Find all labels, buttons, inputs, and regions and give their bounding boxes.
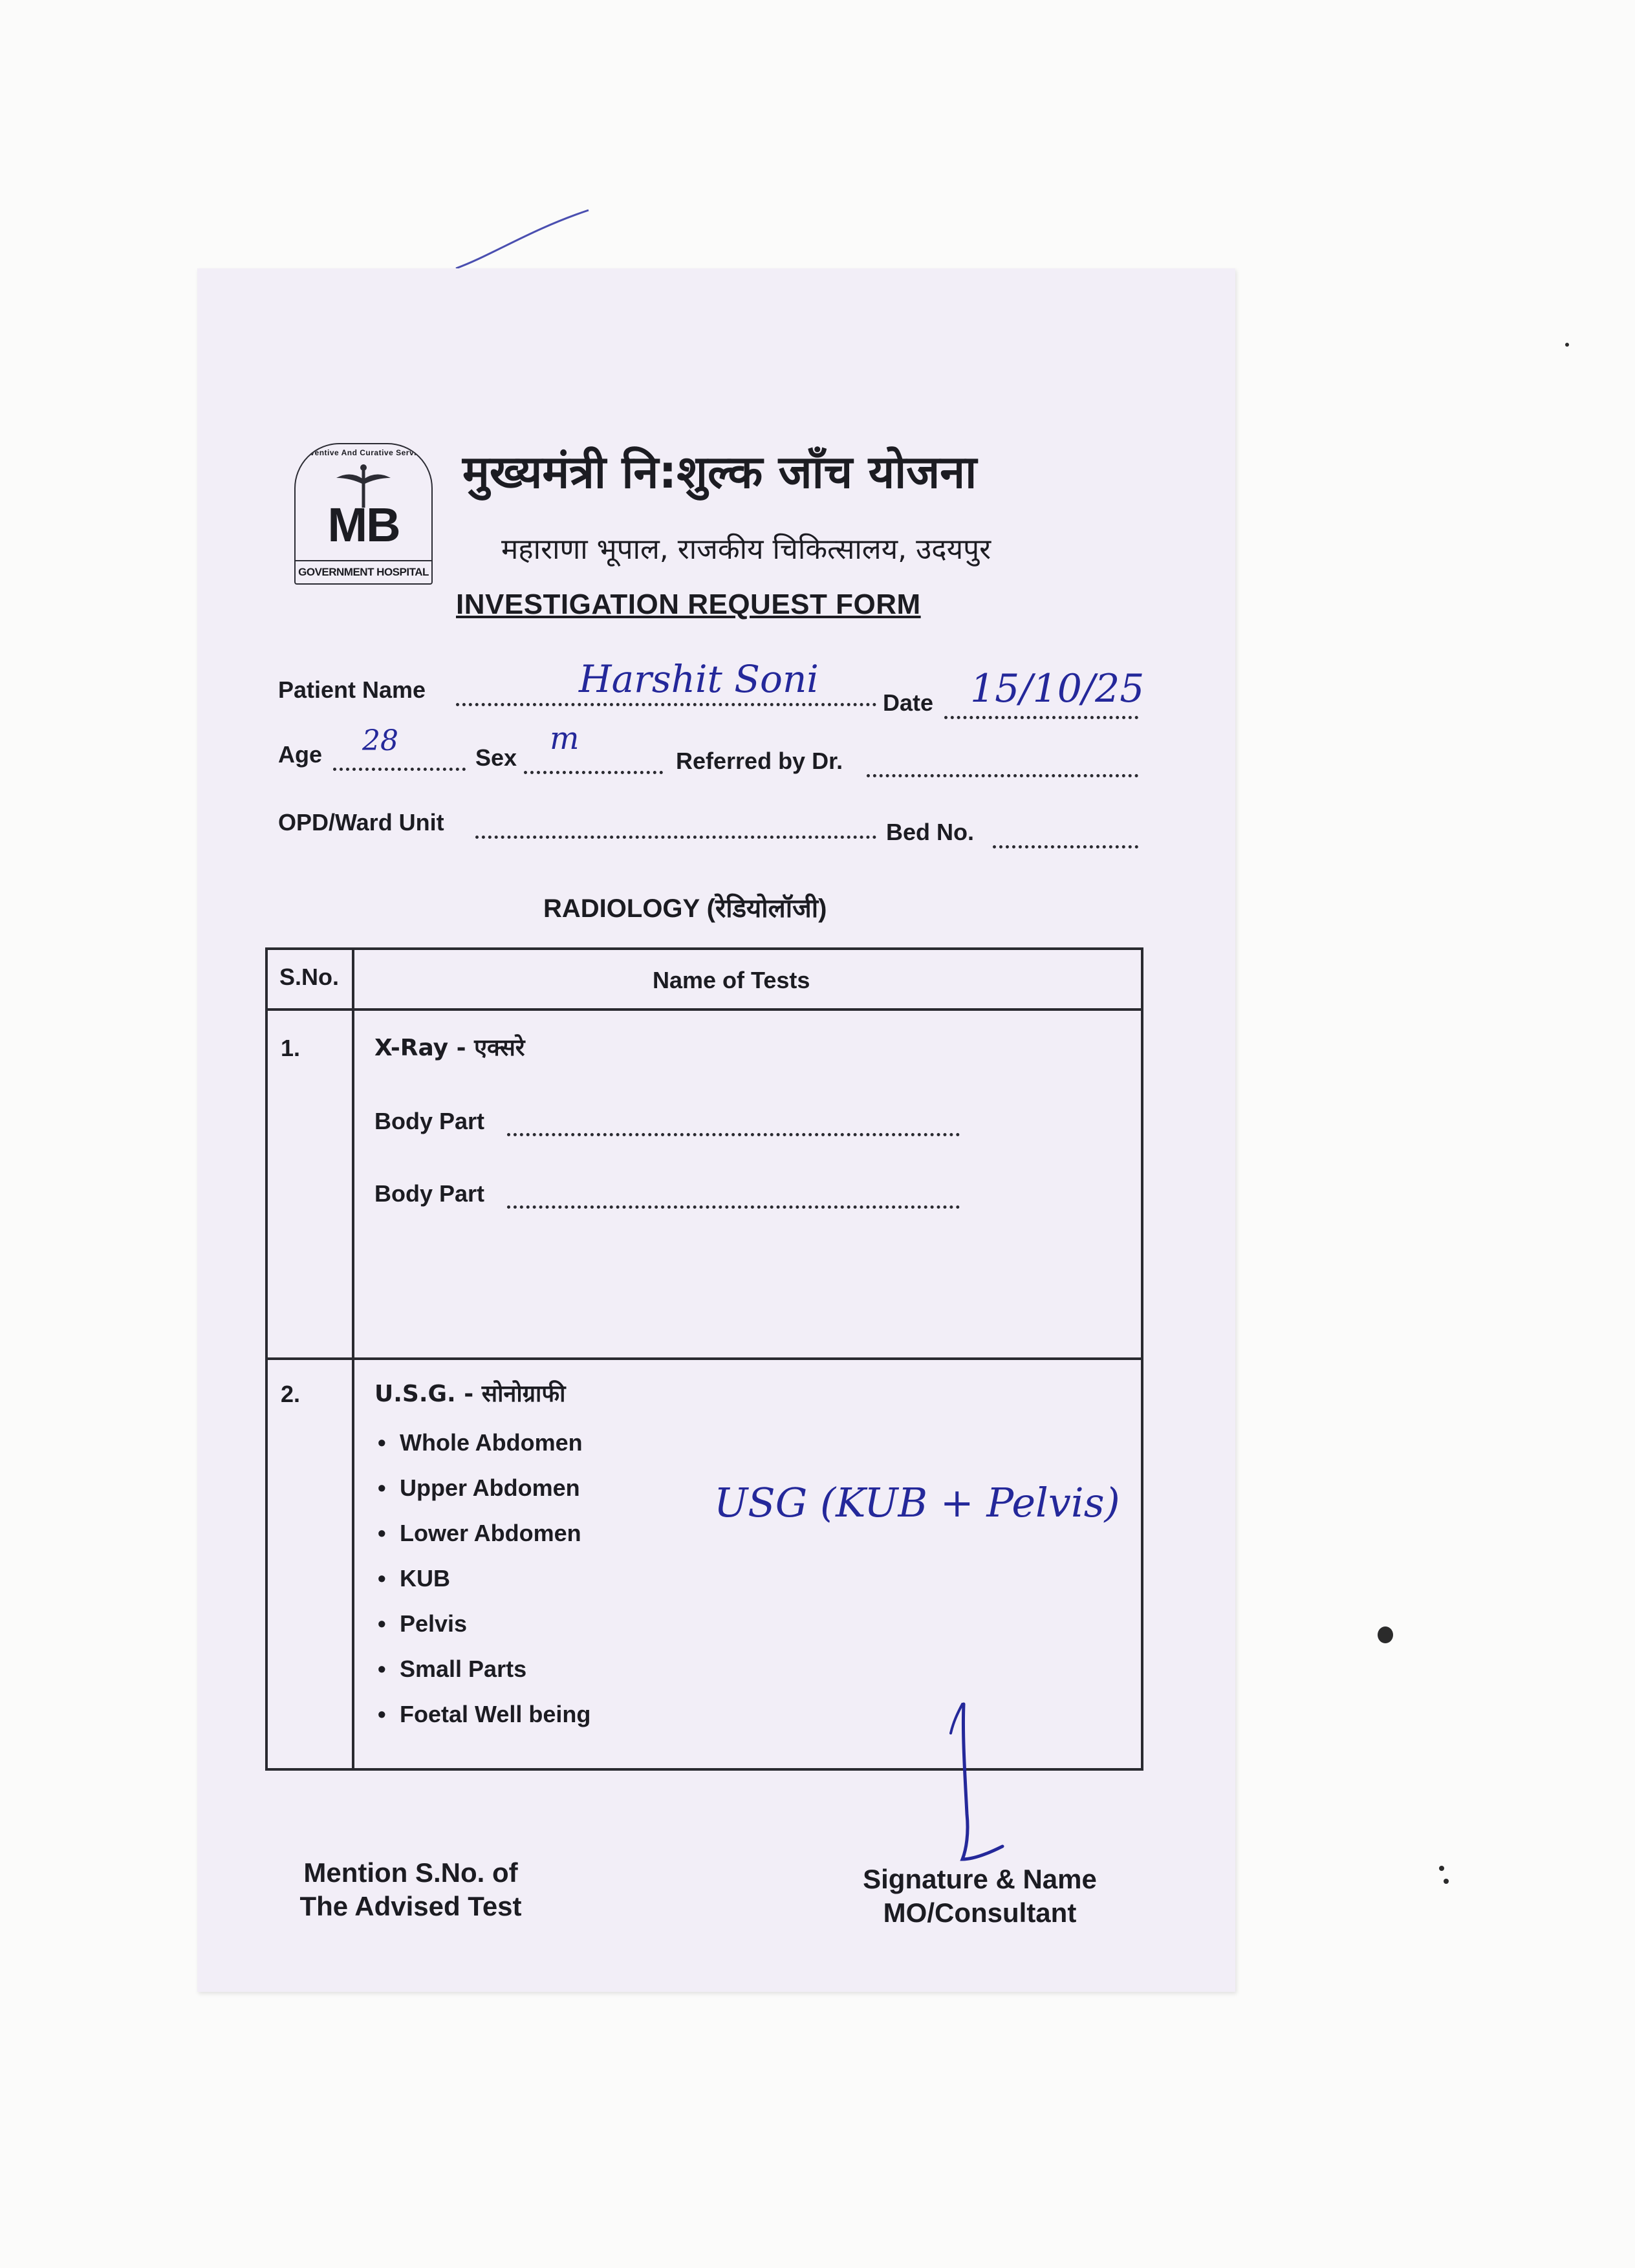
hospital-logo [294,443,433,585]
bed-no-line [993,845,1138,848]
body-part-line-2 [507,1205,960,1209]
date-label: Date [883,689,934,716]
body-part-label-1: Body Part [374,1108,485,1134]
hospital-name: महाराणा भूपाल, राजकीय चिकित्सालय, उदयपुर [501,533,991,566]
date-line [944,716,1138,719]
usg-option-whole-abdomen: • Whole Abdomen [378,1429,583,1456]
logo-mb-text: MB [327,498,400,552]
handwritten-advised-test: USG (KUB + Pelvis) [714,1479,1120,1526]
scan-speck [1439,1866,1444,1871]
logo-government-hospital-text: GOVERNMENT HOSPITAL [296,560,431,583]
opd-ward-unit-line [475,836,876,839]
referred-by-label: Referred by Dr. [676,748,843,774]
bed-no-label: Bed No. [886,819,975,845]
body-part-label-2: Body Part [374,1180,485,1207]
referred-by-line [867,774,1138,777]
scan-speck [1565,343,1569,347]
investigation-request-form [197,268,1235,1992]
body-part-line-1 [507,1133,960,1136]
radiology-heading: RADIOLOGY (रेडियोलॉजी) [543,894,827,923]
age-value: 28 [362,724,398,757]
table-header-divider [268,1008,1141,1011]
footer-mention-sno [281,1856,540,1923]
pen-stroke-mark [453,204,595,275]
age-label: Age [278,741,323,768]
usg-option-foetal-well-being: • Foetal Well being [378,1701,591,1727]
row2-sno: 2. [281,1381,301,1407]
usg-title: U.S.G. - सोनोग्राफी [374,1381,566,1407]
sex-value: m [550,720,579,757]
footer-left-line2: The Advised Test [299,1891,522,1921]
age-line [333,768,466,771]
footer-left-line1: Mention S.No. of [303,1857,518,1888]
usg-option-small-parts: • Small Parts [378,1656,527,1682]
usg-option-pelvis: • Pelvis [378,1610,468,1637]
usg-option-kub: • KUB [378,1565,450,1592]
sex-line [524,771,663,774]
table-row-divider [268,1357,1141,1360]
footer-signature-label [841,1863,1119,1930]
usg-option-upper-abdomen: • Upper Abdomen [378,1474,580,1501]
scan-speck [1378,1626,1393,1643]
row1-sno: 1. [281,1035,301,1061]
footer-right-line1: Signature & Name [863,1864,1097,1894]
form-title: INVESTIGATION REQUEST FORM [456,589,921,620]
tests-column-header: Name of Tests [653,967,810,993]
usg-option-lower-abdomen: • Lower Abdomen [378,1520,581,1546]
patient-name-line [456,703,876,706]
logo-arc-text: Preventive And Curative Services [296,448,431,457]
xray-title: X-Ray - एक्सरे [374,1035,525,1061]
opd-ward-unit-label: OPD/Ward Unit [278,809,444,836]
scheme-title: मुख्यमंत्री नि:शुल्क जाँच योजना [462,446,977,499]
footer-right-line2: MO/Consultant [883,1897,1077,1928]
date-value: 15/10/25 [970,666,1145,711]
scan-speck [1444,1879,1449,1884]
sex-label: Sex [475,744,517,771]
consultant-signature [938,1698,1022,1872]
tests-table [265,947,1143,1771]
sno-column-header: S.No. [279,964,340,990]
patient-name-value: Harshit Soni [579,657,819,701]
patient-name-label: Patient Name [278,676,426,703]
